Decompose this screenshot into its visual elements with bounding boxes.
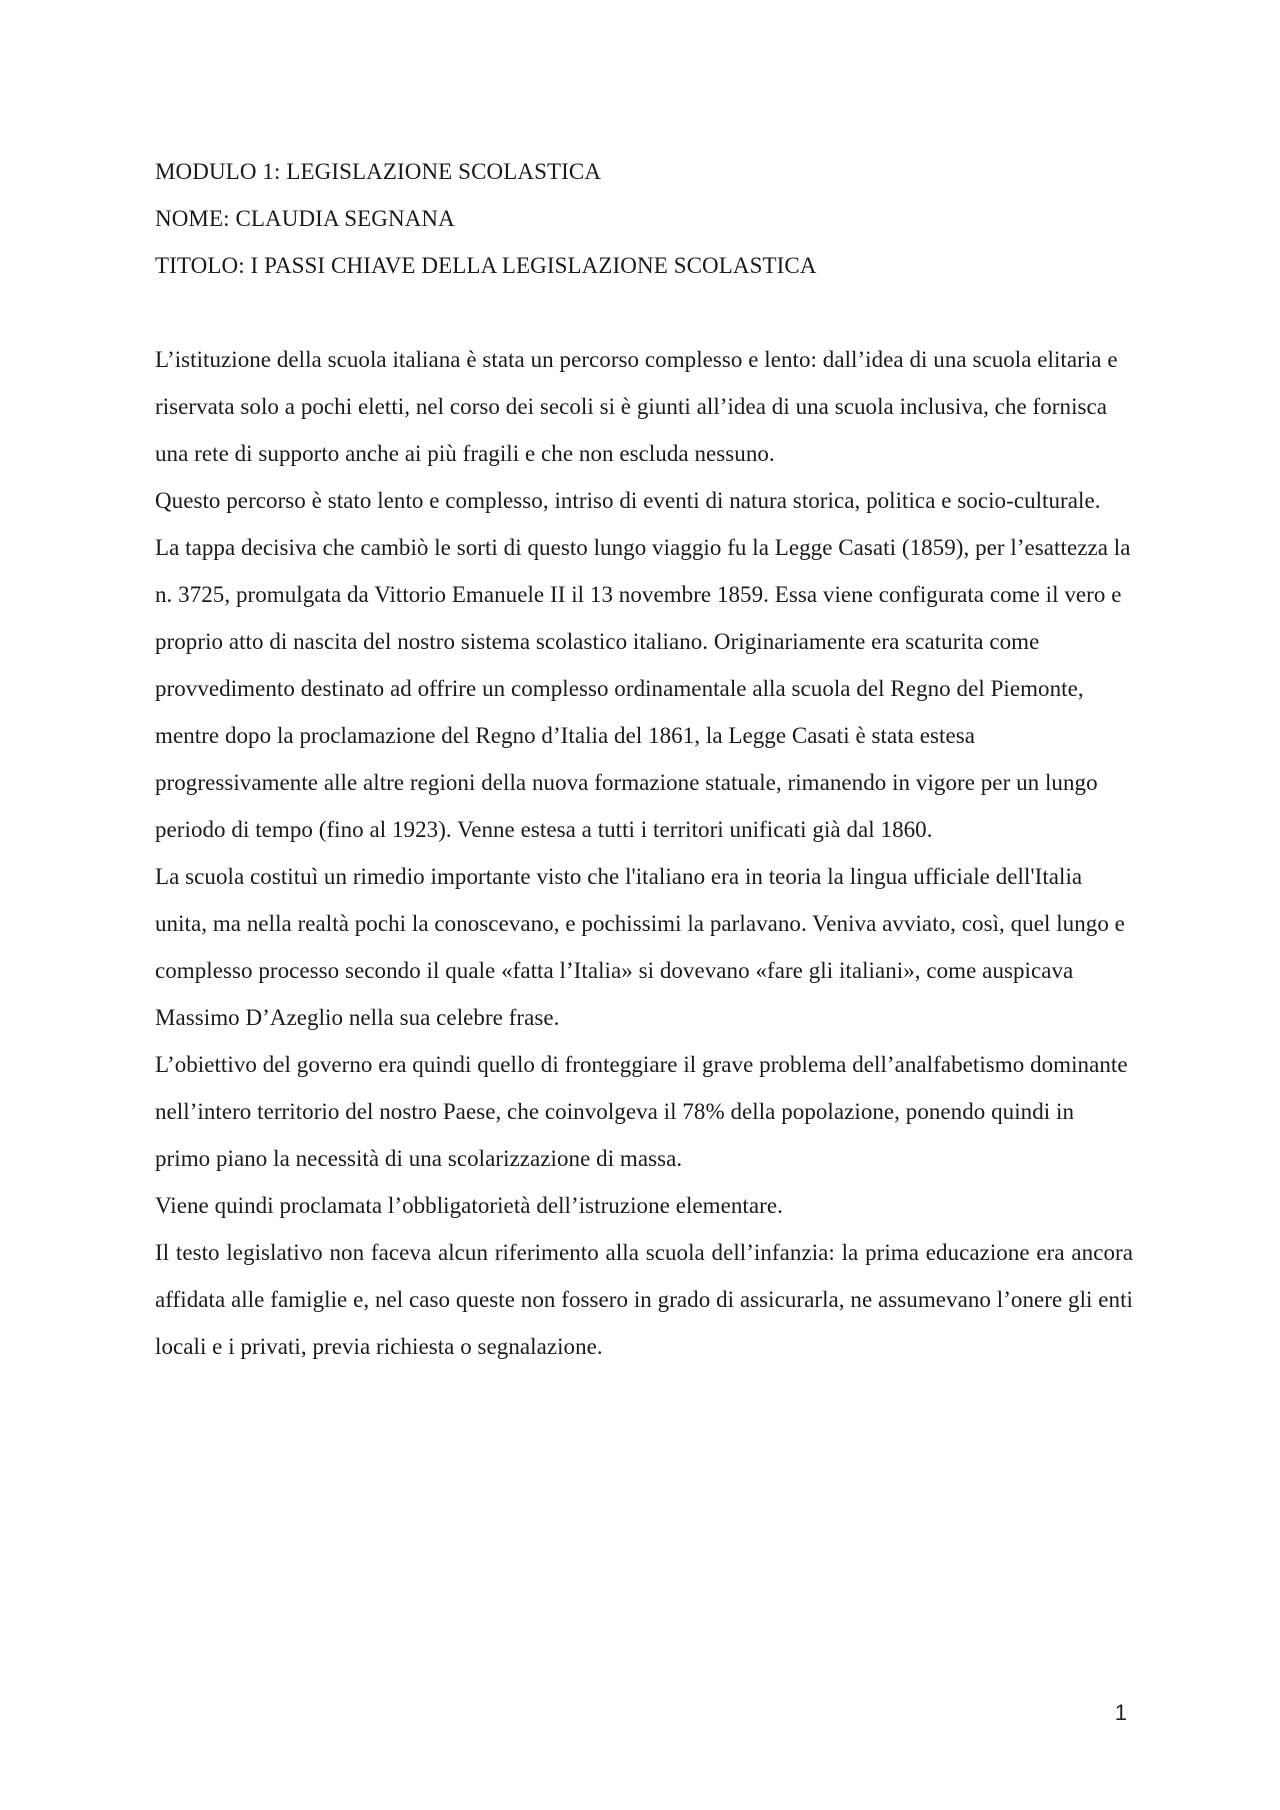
page-number: 1: [1114, 1700, 1127, 1725]
document-title: TITOLO: I PASSI CHIAVE DELLA LEGISLAZIONE SCOLASTICA: [155, 253, 817, 278]
paragraph-infancy: Il testo legislativo non faceva alcun riferimento alla scuola dell’infanzia: la prima educazione era ancora affidata alle famiglie e, nel caso queste non fossero in grado di assicurarla, ne assumevano l’onere gli enti locali e i privati, previa richiesta o segnalazione.: [155, 1240, 1133, 1359]
paragraph-illiteracy: L’obiettivo del governo era quindi quello di fronteggiare il grave problema dell’analfabetismo dominante nell’intero territorio del nostro Paese, che coinvolgeva il 78% della popolazione, ponendo quindi in primo piano la necessità di una scolarizzazione di massa.: [155, 1052, 1128, 1171]
paragraph-legge-casati: La tappa decisiva che cambiò le sorti di questo lungo viaggio fu la Legge Casati (1859), per l’esattezza la n. 3725, promulgata da Vittorio Emanuele II il 13 novembre 1859. Essa viene configurata come il vero e proprio atto di nascita del nostro sistema scolastico italiano. Originariamente era scaturita come provvedimento destinato ad offrire un complesso ordinamentale alla scuola del Regno del Piemonte, mentre dopo la proclamazione del Regno d’Italia del 1861, la Legge Casati è stata estesa progressivamente alle altre regioni della nuova formazione statuale, rimanendo in vigore per un lungo periodo di tempo (fino al 1923). Venne estesa a tutti i territori unificati già dal 1860.: [155, 535, 1131, 842]
document-header: [155, 148, 1135, 289]
paragraph-path: Questo percorso è stato lento e complesso, intriso di eventi di natura storica, politica e socio-culturale.: [155, 488, 1101, 513]
paragraph-intro: L’istituzione della scuola italiana è stata un percorso complesso e lento: dall’idea di una scuola elitaria e riservata solo a pochi eletti, nel corso dei secoli si è giunti all’idea di una scuola inclusiva, che fornisca una rete di supporto anche ai più fragili e che non escluda nessuno.: [155, 347, 1118, 466]
paragraph-language: La scuola costituì un rimedio importante visto che l'italiano era in teoria la lingua ufficiale dell'Italia unita, ma nella realtà pochi la conoscevano, e pochissimi la parlavano. Veniva avviato, così, quel lungo e complesso processo secondo il quale «fatta l’Italia» si dovevano «fare gli italiani», come auspicava Massimo D’Azeglio nella sua celebre frase.: [155, 864, 1125, 1030]
paragraph-compulsory: Viene quindi proclamata l’obbligatorietà dell’istruzione elementare.: [155, 1193, 783, 1218]
author-name: NOME: CLAUDIA SEGNANA: [155, 206, 455, 231]
document-body: [155, 336, 1133, 1370]
module-heading: MODULO 1: LEGISLAZIONE SCOLASTICA: [155, 159, 602, 184]
